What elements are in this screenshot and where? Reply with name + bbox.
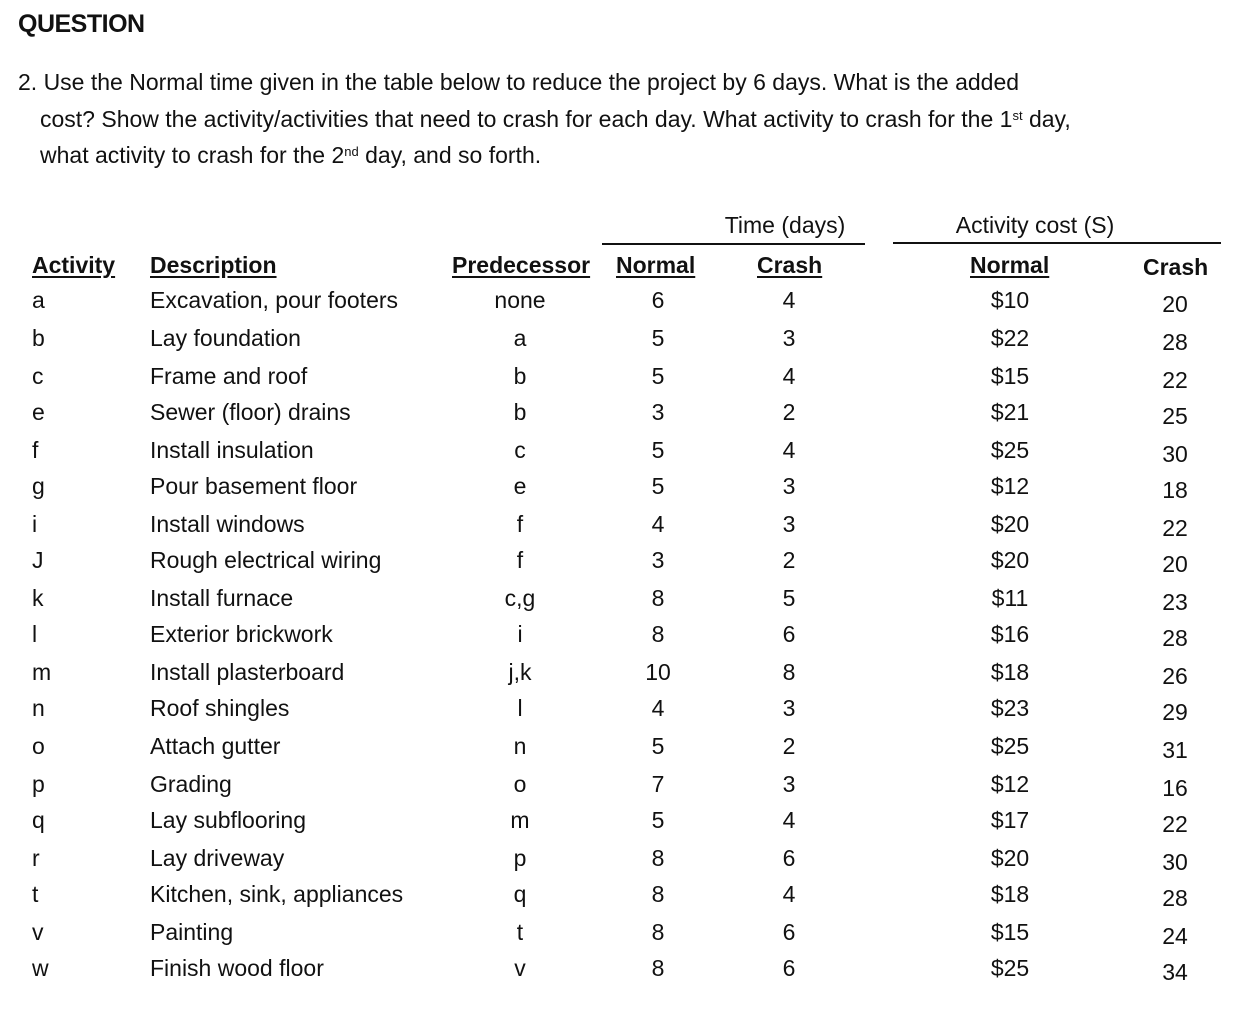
- cell-crash-time: 2: [782, 399, 796, 425]
- cell-crash-time: 3: [782, 325, 796, 351]
- table-row: [0, 399, 1250, 435]
- cell-crash-time: 5: [782, 585, 796, 611]
- cell-normal-cost: $12: [990, 473, 1030, 499]
- cell-predecessor: i: [517, 621, 523, 647]
- cell-activity: J: [32, 547, 44, 573]
- cell-normal-cost: $12: [990, 771, 1030, 797]
- cell-crash-time: 2: [782, 733, 796, 759]
- cell-normal-time: 5: [651, 325, 665, 351]
- cell-normal-time: 8: [651, 585, 665, 611]
- cell-normal-cost: $20: [990, 511, 1030, 537]
- table-row: [0, 659, 1250, 695]
- cell-crash-cost: 28: [1162, 329, 1188, 355]
- cell-crash-time: 4: [782, 807, 796, 833]
- cell-predecessor: t: [516, 919, 524, 945]
- cell-crash-cost: 23: [1162, 589, 1188, 615]
- cell-description: Kitchen, sink, appliances: [150, 881, 404, 907]
- cell-crash-cost: 30: [1162, 441, 1188, 467]
- cell-description: Frame and roof: [150, 363, 308, 389]
- question-line-3-end: day, and so forth.: [358, 142, 542, 168]
- table-row: [0, 437, 1250, 473]
- cell-normal-cost: $20: [990, 547, 1030, 573]
- cell-normal-time: 5: [651, 437, 665, 463]
- cell-activity: r: [32, 845, 40, 871]
- cell-predecessor: p: [513, 845, 527, 871]
- question-line-1: 2. Use the Normal time given in the table below to reduce the project by 6 days. What is the added: [18, 69, 1020, 95]
- table-row: [0, 585, 1250, 621]
- table-row: [0, 919, 1250, 955]
- header-normal-cost: Normal: [970, 252, 1050, 278]
- cell-normal-time: 8: [651, 845, 665, 871]
- cell-activity: g: [32, 473, 45, 499]
- table-row: [0, 621, 1250, 657]
- cell-crash-time: 8: [782, 659, 796, 685]
- header-predecessor: Predecessor: [452, 252, 591, 278]
- cell-normal-time: 5: [651, 807, 665, 833]
- cell-predecessor: c: [514, 437, 526, 463]
- cell-crash-cost: 18: [1162, 477, 1188, 503]
- table-row: [0, 325, 1250, 361]
- cell-normal-time: 4: [651, 695, 665, 721]
- cell-crash-cost: 31: [1162, 737, 1188, 763]
- cell-normal-cost: $25: [990, 437, 1030, 463]
- cell-crash-cost: 26: [1162, 663, 1188, 689]
- cell-activity: w: [32, 955, 49, 981]
- cell-crash-cost: 28: [1162, 625, 1188, 651]
- cell-crash-cost: 20: [1162, 291, 1188, 317]
- cell-predecessor: q: [513, 881, 527, 907]
- page-heading: QUESTION: [18, 10, 145, 38]
- cell-description: Lay subflooring: [150, 807, 306, 833]
- question-line-3-text: what activity to crash for the 2: [40, 142, 345, 168]
- ordinal-suffix-2nd: nd: [344, 144, 359, 159]
- cell-crash-cost: 34: [1162, 959, 1188, 985]
- cell-activity: t: [32, 881, 39, 907]
- cell-normal-cost: $25: [990, 733, 1030, 759]
- cell-predecessor: a: [513, 325, 527, 351]
- table-row: [0, 771, 1250, 807]
- question-line-3: [18, 137, 1218, 174]
- cell-normal-time: 5: [651, 733, 665, 759]
- table-row: [0, 511, 1250, 547]
- header-normal-time: Normal: [616, 252, 696, 278]
- cell-activity: a: [32, 287, 45, 313]
- cell-normal-cost: $22: [990, 325, 1030, 351]
- cell-crash-time: 6: [782, 845, 796, 871]
- cell-crash-cost: 29: [1162, 699, 1188, 725]
- cell-description: Finish wood floor: [150, 955, 324, 981]
- cell-normal-time: 5: [651, 363, 665, 389]
- time-group-label: Time (days): [724, 212, 846, 238]
- cell-normal-time: 7: [651, 771, 665, 797]
- table-row: [0, 287, 1250, 323]
- cell-activity: c: [32, 363, 44, 389]
- cell-normal-cost: $16: [990, 621, 1030, 647]
- cell-crash-time: 4: [782, 287, 796, 313]
- table-row: [0, 807, 1250, 843]
- cell-normal-time: 6: [651, 287, 665, 313]
- cell-activity: f: [32, 437, 39, 463]
- cell-crash-cost: 28: [1162, 885, 1188, 911]
- cell-predecessor: m: [510, 807, 530, 833]
- cell-predecessor: o: [513, 771, 527, 797]
- cell-normal-time: 8: [651, 621, 665, 647]
- cell-crash-cost: 22: [1162, 515, 1188, 541]
- cell-crash-time: 2: [782, 547, 796, 573]
- cell-crash-time: 4: [782, 437, 796, 463]
- cell-activity: o: [32, 733, 45, 759]
- cell-normal-cost: $21: [990, 399, 1030, 425]
- question-text: [18, 64, 1218, 174]
- cost-group-rule: [893, 242, 1221, 244]
- cell-activity: e: [32, 399, 45, 425]
- cell-crash-time: 4: [782, 881, 796, 907]
- cell-activity: i: [32, 511, 38, 537]
- cell-crash-time: 3: [782, 511, 796, 537]
- cell-normal-cost: $23: [990, 695, 1030, 721]
- cell-predecessor: b: [513, 363, 527, 389]
- cell-predecessor: v: [514, 955, 526, 981]
- table-row: [0, 881, 1250, 917]
- cell-description: Rough electrical wiring: [150, 547, 382, 573]
- cell-description: Install plasterboard: [150, 659, 345, 685]
- cell-crash-time: 6: [782, 621, 796, 647]
- cell-crash-time: 3: [782, 473, 796, 499]
- cell-activity: l: [32, 621, 38, 647]
- cell-predecessor: n: [513, 733, 527, 759]
- cell-normal-time: 10: [645, 659, 671, 685]
- cell-crash-time: 6: [782, 955, 796, 981]
- cell-normal-cost: $15: [990, 363, 1030, 389]
- cell-normal-cost: $20: [990, 845, 1030, 871]
- cell-description: Install insulation: [150, 437, 314, 463]
- table-row: [0, 363, 1250, 399]
- cell-crash-cost: 16: [1162, 775, 1188, 801]
- cell-crash-cost: 30: [1162, 849, 1188, 875]
- table-row: [0, 473, 1250, 509]
- cell-description: Grading: [150, 771, 232, 797]
- cell-predecessor: j,k: [508, 659, 532, 685]
- cell-crash-cost: 20: [1162, 551, 1188, 577]
- cell-predecessor: f: [516, 511, 524, 537]
- cell-normal-time: 3: [651, 399, 665, 425]
- cell-normal-time: 8: [651, 955, 665, 981]
- cell-description: Roof shingles: [150, 695, 290, 721]
- ordinal-suffix-1st: st: [1012, 107, 1023, 123]
- cell-normal-time: 8: [651, 881, 665, 907]
- cell-predecessor: none: [494, 287, 546, 313]
- cell-description: Excavation, pour footers: [150, 287, 399, 313]
- cell-description: Lay driveway: [150, 845, 285, 871]
- cell-predecessor: f: [516, 547, 524, 573]
- cell-normal-time: 3: [651, 547, 665, 573]
- header-crash-time: Crash: [757, 252, 823, 278]
- cost-group-label: Activity cost (S): [955, 212, 1115, 238]
- cell-normal-cost: $25: [990, 955, 1030, 981]
- cell-predecessor: e: [513, 473, 527, 499]
- cell-predecessor: c,g: [504, 585, 536, 611]
- cell-description: Lay foundation: [150, 325, 301, 351]
- cell-activity: q: [32, 807, 45, 833]
- question-line-2: [18, 101, 1218, 138]
- cell-description: Install furnace: [150, 585, 294, 611]
- cell-description: Sewer (floor) drains: [150, 399, 351, 425]
- table-row: [0, 845, 1250, 881]
- cell-activity: k: [32, 585, 44, 611]
- table-row: [0, 733, 1250, 769]
- cell-description: Attach gutter: [150, 733, 281, 759]
- cell-crash-time: 3: [782, 771, 796, 797]
- header-description: Description: [150, 252, 277, 278]
- cell-description: Pour basement floor: [150, 473, 358, 499]
- time-group-rule: [602, 243, 865, 245]
- cell-normal-cost: $15: [990, 919, 1030, 945]
- cell-normal-cost: $11: [991, 585, 1029, 611]
- cell-activity: b: [32, 325, 45, 351]
- cell-description: Exterior brickwork: [150, 621, 333, 647]
- cell-activity: p: [32, 771, 45, 797]
- cell-crash-time: 3: [782, 695, 796, 721]
- cell-normal-cost: $10: [990, 287, 1030, 313]
- cell-crash-time: 4: [782, 363, 796, 389]
- question-line-2-text: cost? Show the activity/activities that need to crash for each day. What activity to crash for the 1: [40, 105, 1013, 132]
- cell-normal-cost: $18: [990, 659, 1030, 685]
- question-line-2-end: day,: [1022, 105, 1071, 132]
- cell-normal-cost: $18: [990, 881, 1030, 907]
- cell-crash-time: 6: [782, 919, 796, 945]
- cell-crash-cost: 22: [1162, 367, 1188, 393]
- cell-normal-time: 8: [651, 919, 665, 945]
- cell-activity: m: [32, 659, 52, 685]
- cell-normal-cost: $17: [990, 807, 1030, 833]
- header-activity: Activity: [32, 252, 116, 278]
- cell-activity: n: [32, 695, 45, 721]
- table-row: [0, 547, 1250, 583]
- cell-predecessor: l: [517, 695, 523, 721]
- cell-description: Painting: [150, 919, 234, 945]
- cell-predecessor: b: [513, 399, 527, 425]
- header-crash-cost: Crash: [1143, 254, 1209, 280]
- table-row: [0, 695, 1250, 731]
- cell-crash-cost: 25: [1162, 403, 1188, 429]
- cell-crash-cost: 22: [1162, 811, 1188, 837]
- table-row: [0, 955, 1250, 991]
- cell-activity: v: [32, 919, 44, 945]
- cell-normal-time: 5: [651, 473, 665, 499]
- cell-crash-cost: 24: [1162, 923, 1188, 949]
- cell-normal-time: 4: [651, 511, 665, 537]
- cell-description: Install windows: [150, 511, 305, 537]
